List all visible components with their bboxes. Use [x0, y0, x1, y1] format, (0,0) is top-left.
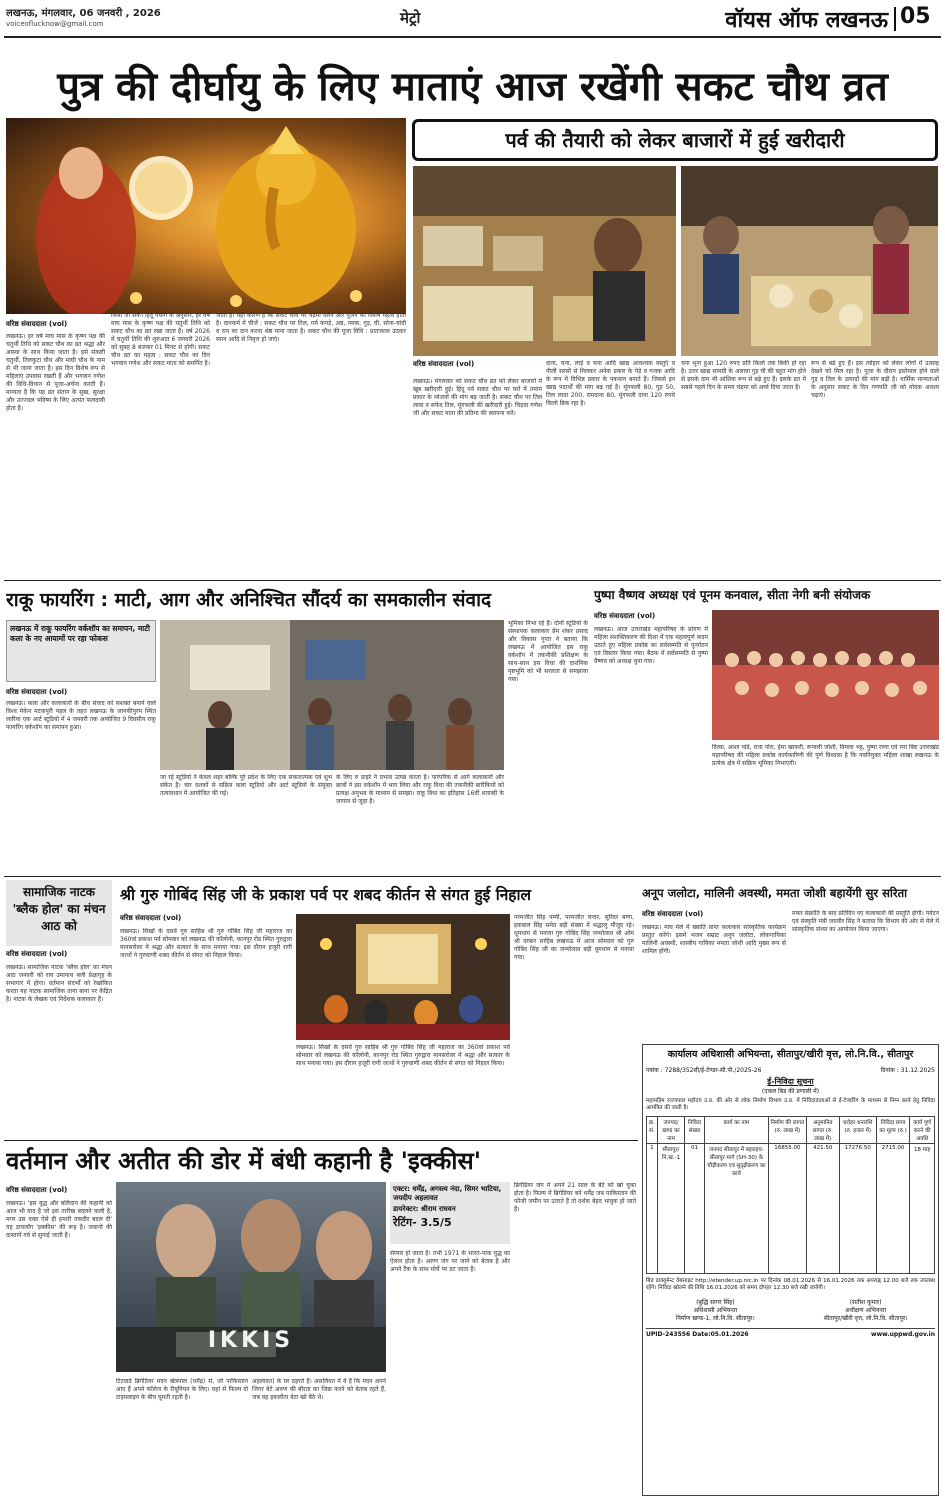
- raku-byline: वरिष्ठ संवाददाता (vol): [6, 688, 68, 696]
- market-story-col-3: चना भुना हुआ 120 रुपए प्रति किलो तक बिकी हो रहा है। उत्तर खाद्य सामग्री के अलावा गुड़ घी की बहुत मांग होने से इसके दाम भी आंशिक रूप से बढ़े हुए हैं। इसके व्रत में सबसे पहले दिन के समय चंद्रमा को अर्घ्य दिया जाता है।: [681, 360, 806, 391]
- tender-td: 18 माह: [910, 1144, 935, 1274]
- email: voiceoflucknow@gmail.com: [6, 20, 104, 28]
- tender-th: जनपद/ खण्ड का नाम: [657, 1117, 684, 1144]
- tender-td: सीतापुर/ नि.खं.-1: [657, 1144, 684, 1274]
- gurpurab-col-3: लखनऊ। सिखों के दसवें गुरु साहिब श्री गुरु गोबिंद सिंह जी महाराज का 360वां प्रकाश पर्व सोमवार को लखनऊ की कॉलोनी, कानपुर रोड स्थित गुरुद्वारा मानसरोवर में श्रद्धा और सत्कार के साथ मनाया गया। इस दौरान हजूरी रागी जत्थों ने गुरुवाणी शबद कीर्तन से संगत को निहाल किया।: [296, 1044, 510, 1067]
- gurpurab-col-2: परमजीत सिंह पम्मी, परमजीत चन्दर, सुरिंदर बग्गा, इकबाल सिंह समेत बड़ी संख्या में श्रद्धालु मौजूद रहे। धूमधाम से मनाया गुरु गोबिंद सिंह जन्मोत्सव श्री ओम श्री दरबार साहिब लखनऊ में आज सोमवार को गुरु गोबिंद सिंह जी का जन्मोत्सव बड़ी धूमधाम से मनाया गया।: [514, 914, 634, 961]
- page-number: 05: [900, 4, 931, 29]
- tender-th: निर्माण की लागत (रु. लाख में): [768, 1117, 806, 1144]
- tender-footer: बिड डाक्यूमेन्ट वेबसाइट http://etender.up.nic.in पर दिनांक 08.01.2026 से 16.01.2026 तक अपराह्न 12.00 बजे तक उपलब्ध रहेंगे। निविदा खोलने की तिथि 16.01.2026 को समय दोपहर 12.30 बजे रखी जायेगी।: [646, 1278, 935, 1291]
- ikkis-director: डायरेक्टर: श्रीराम राघवन: [393, 1205, 456, 1213]
- tender-td: 16855.00: [768, 1144, 806, 1274]
- tender-td: 01: [685, 1144, 705, 1274]
- signer-2-name: (सतीश कुमार): [849, 1299, 882, 1306]
- main-headline: पुत्र की दीर्घायु के लिए माताएं आज रखेंगी सकट चौथ व्रत: [57, 64, 888, 110]
- signer-1-title: अधिशासी अभियन्ता: [693, 1307, 738, 1314]
- raku-col-1: लखनऊ। कला और कलाकारों के बीच संवाद को सशक्त बनाने वाले विश्व मेकेन मटकपुरी पहल के तहत लखनऊ के जानकीपुरम स्थित लारिया एक आर्ट स्टूडियो में 4 जनवरी तक आयोजित 9 दिवसीय राकू फायरिंग वर्कशॉप का समापन हुआ।: [6, 700, 156, 731]
- market-photo-1: [413, 166, 676, 356]
- ikkis-col-5: ब्रिगेडियर जंग में अपने 21 साल के बेटे को खो चुका होता है। फिल्म में ब्रिगेडियर बने धर्मेंद्र जब पाकिस्तान की फौजी जमीन पर उतरते हैं तो दर्शक बेहद भावुक हो जाते हैं।: [514, 1182, 636, 1213]
- pushpa-byline: वरिष्ठ संवाददाता (vol): [594, 612, 656, 620]
- market-story-col-4: रूप से बढ़े हुए हैं। इस त्योहार को लेकर लोगों में उत्साह देखने को मिल रहा है। पूजा के दौरान इस्तेमाल होने वाले गुड़ व तिल के उत्पादों की मांग बढ़ी है। धार्मिक मान्यताओं के अनुसार सकट के दिन गणपति जी को मोदक अवश्य चढ़ाएं।: [811, 360, 939, 399]
- pushpa-col-2: दिव्या, आशा पांडे, राधा पोरा, हेमा खाकरी, रूपाली जोशी, विमला भट्ट, पुष्पा राणा एवं रमा बिष्ट उत्तराखंड महापरिषद की महिला प्रकोष्ठ कार्यकारिणी की पूर्ण विश्वास है कि नवनियुक्त महिला शाखा लखनऊ के प्रत्येक क्षेत्र में सक्रिय भूमिका निभाएगी।: [712, 744, 939, 767]
- raku-highlight-box: [6, 620, 156, 682]
- pushpa-headline: पुष्पा वैष्णव अध्यक्ष एवं पूनम कनवाल, सीता नेगी बनी संयोजक: [594, 588, 871, 602]
- ikkis-poster: [116, 1182, 386, 1372]
- raku-workshop-photo: [160, 620, 504, 770]
- tender-table: [646, 1116, 935, 1274]
- tender-upid: UPID-243556 Date:05.01.2026: [646, 1331, 749, 1338]
- tender-td: 1: [647, 1144, 658, 1274]
- tender-ref: पत्रांक : 7288/352सी/ई-टेण्डर-सी.पी./2025-26: [646, 1067, 762, 1074]
- ikkis-info-box: [390, 1182, 510, 1244]
- tender-intro: महामहिम राज्यपाल महोदय उ.प्र. की ओर से लोक निर्माण विभाग उ.प्र. में निविदादाताओं से ई-टेण्डरिंग के माध्यम से निम्न कार्य हेतु निविदा आमंत्रित की जाती है।: [646, 1098, 935, 1111]
- tender-th: धरोहर धनराशि (रु. हजार में): [839, 1117, 876, 1144]
- market-story-col-1: लखनऊ। मंगलवार को सकट चौथ व्रत को लेकर बाजारों में खूब खरीदारी हुई। हिंदू पर्व सकट चौथ पर घरों में तमाम प्रकार के व्यंजनों की मांग बढ़ जाती है। सकट चौथ पर तिल लावा व सफेद तिल, मूंगफली की खरीदारी हुई। चिड़वा गणेश जी और सकट माता की प्रतिमा की स्थापना करें।: [413, 378, 542, 417]
- date-line: लखनऊ, मंगलवार, 06 जनवरी , 2026: [6, 8, 161, 19]
- main-story-col-2: किया जा सके। हिंदू पंचांग के अनुसार, हर वर्ष माघ मास के कृष्ण पक्ष की चतुर्थी तिथि को सकट चौथ का व्रत रखा जाता है। वर्ष 2026 में चतुर्थी तिथि की शुरुआत 6 जनवरी 2026 को सुबह 8 बजकर 01 मिनट से होगी। सकट चौथ व्रत का महत्व : सकट चौथ का दिन भगवान गणेश और सकट माता को समर्पित है।: [111, 312, 210, 367]
- anup-headline: अनूप जलोटा, मालिनी अवस्थी, ममता जोशी बहायेंगी सुर सरिता: [642, 886, 908, 900]
- raku-col-3b: भूमिका निभा रहे हैं। दोनों स्टूडियो के संस्थापक कलाकार प्रेम शंकर प्रसाद और विकास गुप्ता ने बताया कि लखनऊ में आयोजित इस राकू वर्कशॉप में तकनीकी प्रशिक्षण के साथ-साथ इस विधा की दार्शनिक पृष्ठभूमि को भी सरलता से समझाया गया।: [508, 620, 588, 683]
- gurpurab-headline: श्री गुरु गोबिंद सिंह जी के प्रकाश पर्व पर शबद कीर्तन से संगत हुई निहाल: [120, 886, 532, 904]
- signer-2-place: सीतापुर/खीरी वृत्त, लो.नि.वि. सीतापुर।: [823, 1315, 908, 1322]
- raku-col-4: के लिए रु डाइरे ने प्रभाव उत्पन्न करता है। पारंपरिक से आगे कलाकारों और छात्रों ने इस वर्कशॉप में भाग लिया और राकू विधा की तकनीकी बारीकियों को प्रत्यक्ष अनुभव के माध्यम से समझा। राकू विधा का इतिहास 16वीं शताब्दी के जापान से जुड़ा है।: [336, 774, 504, 805]
- tender-th: निविदा संख्या: [685, 1117, 705, 1144]
- raku-headline: राकू फायरिंग : माटी, आग और अनिश्चित सौंदर्य का समकालीन संवाद: [6, 589, 492, 611]
- masthead-rule: [4, 36, 941, 38]
- sub-headline-box: [412, 119, 938, 161]
- anup-col-2: मकर संक्रांति के बाद प्रतिदिन नए कलाकारों की प्रस्तुति होगी। पर्यटन एवं संस्कृति मंत्री जयवीर सिंह ने बताया कि विभाग की ओर से मेले में सांस्कृतिक संध्या का आयोजन किया जाएगा।: [792, 910, 939, 933]
- main-story-col-1: लखनऊ। हर वर्ष माघ मास के कृष्ण पक्ष की चतुर्थी तिथि को सकट चौथ का व्रत श्रद्धा और आस्था के साथ किया जाता है। इसे संकष्टी चतुर्थी, तिलकुटा चौथ और माघी चौथ के नाम से भी जाना जाता है। इस दिन विशेष रूप से महिलाएं उपवास रखती हैं और भगवान गणेश की विधि-विधान से पूजा-अर्चना करती हैं। मान्यता है कि यह व्रत संतान के सुख, सुरक्षा और उज्ज्वल भविष्य के लिए अत्यंत फलदायी होता है।: [6, 333, 105, 412]
- main-story-col-3: जाता है। यही कारण है कि सकट चौथ पर चंद्रमा दर्शन और पूजन का विशेष महत्व होता है। दानकर्म में चीजें : सकट चौथ पर तिल, गर्म कपड़े, अन्न, नमक, गुड़, घी, सोना-चांदी व रत्न का दान करना श्रेष्ठ माना जाता है। सकट चौथ की पूजा विधि : प्रातःकाल उठकर स्नान आदि से निवृत्त हो जाएं।: [216, 312, 406, 343]
- signer-1-place: निर्माण खण्ड-1, लो.नि.वि. सीतापुर।: [675, 1315, 755, 1322]
- tender-td: 421.50: [806, 1144, 839, 1274]
- ikkis-col-1: लखनऊ। 'इस युद्ध और बलिदान की कहानी को आज भी याद है जो इस तारीख बदलने वाली है, मगर उस वक्त ऐसे ही हमारी तकदीर बदल दी' यह डायलॉग 'इक्कीस' की रूह है। जवानों की दास्तानें गर्व से सुनाई जाती हैं।: [6, 1200, 112, 1239]
- tender-td: 17276.50: [839, 1144, 876, 1274]
- tender-title: ई-निविदा सूचना: [767, 1077, 814, 1086]
- anup-col-1: लखनऊ। माघ मेले में ख्याति प्राप्त कलाकार सांस्कृतिक कार्यक्रम प्रस्तुत करेंगे। इसमें भजन सम्राट अनूप जलोटा, लोकगायिका मालिनी अवस्थी, शास्त्रीय गायिका ममता जोशी आदि मुख्य रूप से शामिल होंगी।: [642, 924, 786, 955]
- section-rule-2: [4, 876, 941, 877]
- ikkis-byline: वरिष्ठ संवाददाता (vol): [6, 1186, 68, 1194]
- natak-headline: सामाजिक नाटक 'ब्लैक होल' का मंचन आठ को: [12, 885, 106, 933]
- anup-byline: वरिष्ठ संवाददाता (vol): [642, 910, 704, 918]
- raku-col-2: जा रहे स्टूडियो ने केवल शहर बल्कि पूरे प्रदेश के लिए एक सकारात्मक एवं शुभ संकेत है। चार दशकों से सक्रिय कला स्टूडियो और आर्ट स्टूडियो के संयुक्त तत्वावधान में आयोजित की गई।: [160, 774, 332, 797]
- pushpa-group-photo: [712, 610, 939, 740]
- ikkis-poster-title: IKKIS: [207, 1328, 295, 1353]
- ikkis-col-2: टिटवार्ड ब्रिगेडियर मदन खेत्रपाल (धर्मेंद्र) से, जो पाकिस्तान आए हैं अपने कॉलेज के रीयूनियन के लिए। यहां से फिल्म दो टाइमलाइन के बीच घूमती रहती है।: [116, 1378, 248, 1401]
- tender-th: क्र. सं.: [647, 1117, 658, 1144]
- tender-th: निविदा प्रपत्र का मूल्य (रु.): [876, 1117, 909, 1144]
- natak-byline: वरिष्ठ संवाददाता (vol): [6, 950, 68, 958]
- tender-website: www.uppwd.gov.in: [871, 1331, 935, 1338]
- tender-notice: [642, 1044, 939, 1496]
- tender-subtitle: (एकल बिड की प्रणाली में): [761, 1088, 820, 1095]
- ganesh-puja-photo: [6, 118, 406, 314]
- tender-td: जनपद सीतापुर में बहराइच-सीतापुर मार्ग (SH-30) के चौड़ीकरण एवं सुदृढ़ीकरण का कार्य: [704, 1144, 768, 1274]
- tender-th: कार्य पूर्ण करने की अवधि: [910, 1117, 935, 1144]
- market-photo-2: [681, 166, 938, 356]
- page-divider: [894, 7, 896, 31]
- tender-th: अनुमानित लागत (रु. लाख में): [806, 1117, 839, 1144]
- market-byline: वरिष्ठ संवाददाता (vol): [413, 360, 475, 368]
- signer-1-name: (बुद्धि सागर सिंह): [696, 1299, 735, 1306]
- ikkis-col-4: सेप्यार हो जाता है। तभी 1971 के भारत-पाक युद्ध का ऐलान होता है। अरुण जंग पर जाने को बेताब है और अपने टैंक के साथ मोर्चे पर डट जाता है।: [390, 1250, 510, 1273]
- pushpa-col-1: लखनऊ। आज उत्तराखंड महापरिषद के प्रांगण में महिला सशक्तिकरण की दिशा में एक महत्वपूर्ण कदम उठाते हुए महिला प्रकोष्ठ का सर्वसम्मति से पुनर्गठन एवं विस्तार किया गया। बैठक में सर्वसम्मति से पुष्पा वैष्णव को अध्यक्ष चुना गया।: [594, 626, 708, 665]
- signer-2-title: अधीक्षण अभियन्ता: [845, 1307, 887, 1314]
- masthead: [0, 0, 945, 56]
- gurpurab-col-1: लखनऊ। सिखों के दसवें गुरु साहिब श्री गुरु गोबिंद सिंह जी महाराज का 360वां प्रकाश पर्व सोमवार को लखनऊ की कॉलोनी, कानपुर रोड स्थित गुरुद्वारा मानसरोवर में श्रद्धा और सत्कार के साथ मनाया गया। इस दौरान हजूरी रागी जत्थों ने गुरुवाणी शबद कीर्तन से संगत को निहाल किया।: [120, 928, 292, 959]
- ikkis-headline: वर्तमान और अतीत की डोर में बंधी कहानी है 'इक्कीस': [6, 1147, 482, 1175]
- tender-office: कार्यालय अधिशासी अभियन्ता, सीतापुर/खीरी वृत्त, लो.नि.वि., सीतापुर: [667, 1049, 914, 1060]
- section-rule-1: [4, 580, 941, 581]
- sub-headline: पर्व की तैयारी को लेकर बाजारों में हुई खरीदारी: [505, 128, 845, 152]
- natak-headline-box: [6, 880, 112, 946]
- raku-highlight: लखनऊ में राकू फायरिंग वर्कशॉप का समापन, माटी कला के नए आयामों पर रहा फोकस: [10, 624, 150, 643]
- ikkis-col-3: अहलावत) के घर ठहरते हैं। असलियत में ये हैं कि मदन अपने जिगर बेटे अरुण की बीरता का जिक्र करने को बेताब रहते हैं, जब वह इकलौता बेटा खो बैठे थे।: [252, 1378, 386, 1401]
- section-rule-3: [4, 1140, 638, 1141]
- tender-th: कार्य का नाम: [704, 1117, 768, 1144]
- ikkis-cast: एक्टर: धर्मेंद्र, अगस्त्य नंदा, सिमर भाटिया, जयदीप अहलावत: [393, 1185, 502, 1202]
- ikkis-rating: रेटिंग- 3.5/5: [393, 1216, 452, 1229]
- main-byline: वरिष्ठ संवाददाता (vol): [6, 320, 68, 328]
- market-story-col-2: दाना, चना, लाई व चना आदि खाद्य आवश्यक वस्तुएं व पीली सरसों से मिलकर अनेक प्रकार के पेड़े व गजक आदि के रूप में विभिन्न प्रकार के पकवान बनाते हैं। जिससे इन खाद्य पदार्थों की मांग बढ़ गई है। मूंगफली 80, गुड़ 50, तिल लावा 200, रामदाना 80, मूंगफली दाना 120 रुपये किलो बिक रहा है।: [546, 360, 675, 407]
- natak-body: लखनऊ। सामाजिक नाटक 'ब्लैक होल' का मंचन आठ जनवरी को राय उमानाथ बली प्रेक्षागृह के सभागार में होगा। वर्तमान संदर्भों को रेखांकित करता यह नाटक सामाजिक ताना बाना पर केंद्रित है। नाटक के लेखक एवं निर्देशक कलाकार हैं।: [6, 964, 112, 1003]
- gurudwara-photo: [296, 914, 510, 1040]
- paper-name: वॉयस ऑफ लखनऊ: [725, 7, 888, 33]
- tender-date: दिनांक : 31.12.2025: [880, 1067, 935, 1074]
- section-label: मेट्रो: [400, 9, 421, 27]
- tender-td: 2715.00: [876, 1144, 909, 1274]
- gurpurab-byline: वरिष्ठ संवाददाता (vol): [120, 914, 182, 922]
